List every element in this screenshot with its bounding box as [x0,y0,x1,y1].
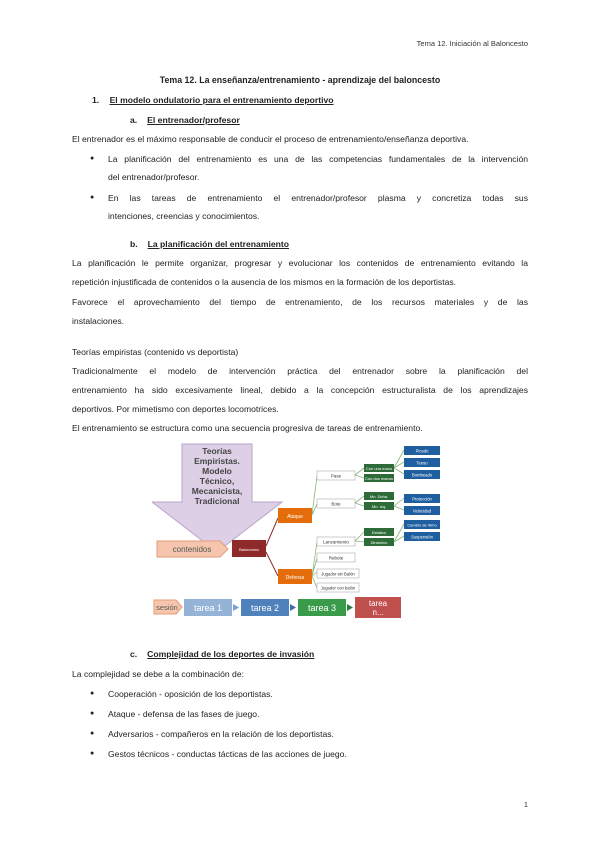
subsection-a-heading [130,114,240,126]
mid-node-0-label: Con una mano [365,466,393,471]
subsection-b-title: La planificación del entrenamiento [147,239,289,249]
branch-lines-upper [312,476,317,515]
page-title: Tema 12. La enseñanza/entrenamiento - aprendizaje del baloncesto [159,75,441,85]
paragraph-b3-line-3: deportivos. Por mimetismo con deportes locomotrices. [72,404,279,414]
right-node-5-label: Cambio de ritmo [407,522,437,528]
connector-upper [266,518,278,546]
page-number: 1 [523,800,528,809]
branch-rebote-label: Rebote [328,555,344,561]
bullet-a-2-line-2: intenciones, creencias y conocimientos. [108,211,260,221]
right-lines [394,450,404,542]
subsection-c-title: Complejidad de los deportes de invasión [147,649,315,659]
branch-jugador-con-label: Jugador con balón [320,585,356,591]
tarea-n-label-1: tarea [368,599,388,608]
center-node-label: Baloncesto [239,547,259,552]
tarea-3-arrow [347,604,353,611]
subsection-c-letter: c. [130,649,138,659]
branch-lanzamiento-label: Lanzamiento [323,539,349,545]
paragraph-b2-line-1: Favorece el aprovechamiento del tiempo de entrenamiento, de los recursos materiales y de las [72,297,528,307]
branch-lines-lower [312,542,317,588]
mid-node-2-label: Mn. Dcha. [369,494,389,499]
connector-lower [266,552,278,576]
paragraph-c-intro: La complejidad se debe a la combinación de: [72,669,244,679]
mid-node-4-label: Estático [371,530,387,535]
branch-jugador-sin-label: Jugador sin Balón [321,571,355,577]
contenidos-label: contenidos [172,545,212,554]
bullet-a-2-line-1: ● En las tareas de entrenamiento el entrenador/profesor plasma y concretiza todas sus [108,192,528,204]
subsection-c-heading [130,648,314,660]
running-header: Tema 12. Iniciación al Baloncesto [416,39,528,48]
right-node-1-label: Tenso [416,460,428,466]
right-node-0-label: Picado [415,448,429,454]
section-1-number: 1. [92,95,100,105]
training-model-diagram [152,442,452,632]
branch-pase-label: Pase [330,473,342,479]
section-1-heading [92,94,334,106]
subsection-a-title: El entrenador/profesor [147,115,240,125]
upper-orange-label: Ataque [287,514,303,520]
tarea-1-label: tarea 1 [193,603,223,613]
sesion-label: sesión [156,603,178,612]
bullet-a-1-line-2: del entrenador/profesor. [108,172,200,182]
paragraph-b1-line-1: La planificación le permite organizar, progresar y evolucionar los contenidos de entrenamiento evitando la [72,258,528,268]
bullet-c-4: ● Gestos técnicos - conductas tácticas de las acciones de juego. [108,748,347,760]
tarea-3-label: tarea 3 [307,603,337,613]
paragraph-b4: El entrenamiento se estructura como una secuencia progresiva de tareas de entrenamiento. [72,423,423,433]
right-node-3-label: Protección [412,496,432,502]
bullet-c-1: ● Cooperación - oposición de los deportistas. [108,688,273,700]
theories-heading: Teorías empiristas (contenido vs deportista) [72,347,239,357]
subsection-a-letter: a. [130,115,138,125]
arrow-text-1: Empiristas. [194,456,240,466]
arrow-text-5: Tradicional [194,496,240,506]
arrow-text-3: Técnico, [199,476,235,486]
subsection-b-letter: b. [130,239,138,249]
tarea-2-label: tarea 2 [250,603,280,613]
tarea-2-arrow [290,604,296,611]
bullet-a-1-line-1: ● La planificación del entrenamiento es una de las competencias fundamentales de la intervención [108,153,528,165]
arrow-text-4: Mecanicista, [191,486,243,496]
tarea-n-label-2: n... [372,608,384,617]
paragraph-b3-line-1: Tradicionalmente el modelo de intervención práctica del entrenador sobre la planificación del [72,366,528,376]
right-node-2-label: Bombeado [411,472,433,478]
bullet-c-3: ● Adversarios - compañeros en la relación de los deportistas. [108,728,334,740]
arrow-text-0: Teorías [202,446,232,456]
branch-bote-label: Bote [331,501,341,507]
tarea-1-arrow [233,604,239,611]
section-1-title: El modelo ondulatorio para el entrenamiento deportivo [109,95,334,105]
subsection-b-heading [130,238,289,250]
bullet-c-2: ● Ataque - defensa de las fases de juego. [108,708,259,720]
lower-orange-label: Defensa [285,575,305,581]
mid-lines [355,468,364,542]
paragraph-a-intro: El entrenador es el máximo responsable de conducir el proceso de entrenamiento/enseñanza deportiva. [72,134,469,144]
paragraph-b1-line-2: repetición injustificada de contenidos o la ausencia de los mismos en la formación de los deportistas. [72,277,457,287]
mid-node-1-label: Con dos manos [364,476,394,481]
mid-node-5-label: Dinámico [370,540,388,545]
mid-node-3-label: Mn. Izq. [371,504,387,509]
arrow-text-2: Modelo [202,466,232,476]
right-node-4-label: Velocidad [412,508,432,514]
paragraph-b2-line-2: instalaciones. [72,316,125,326]
right-node-6-label: Suspensión [411,534,433,540]
paragraph-b3-line-2: entrenamiento ha sido excesivamente lineal, debido a la concepción estructuralista de los aprendizajes [72,385,528,395]
